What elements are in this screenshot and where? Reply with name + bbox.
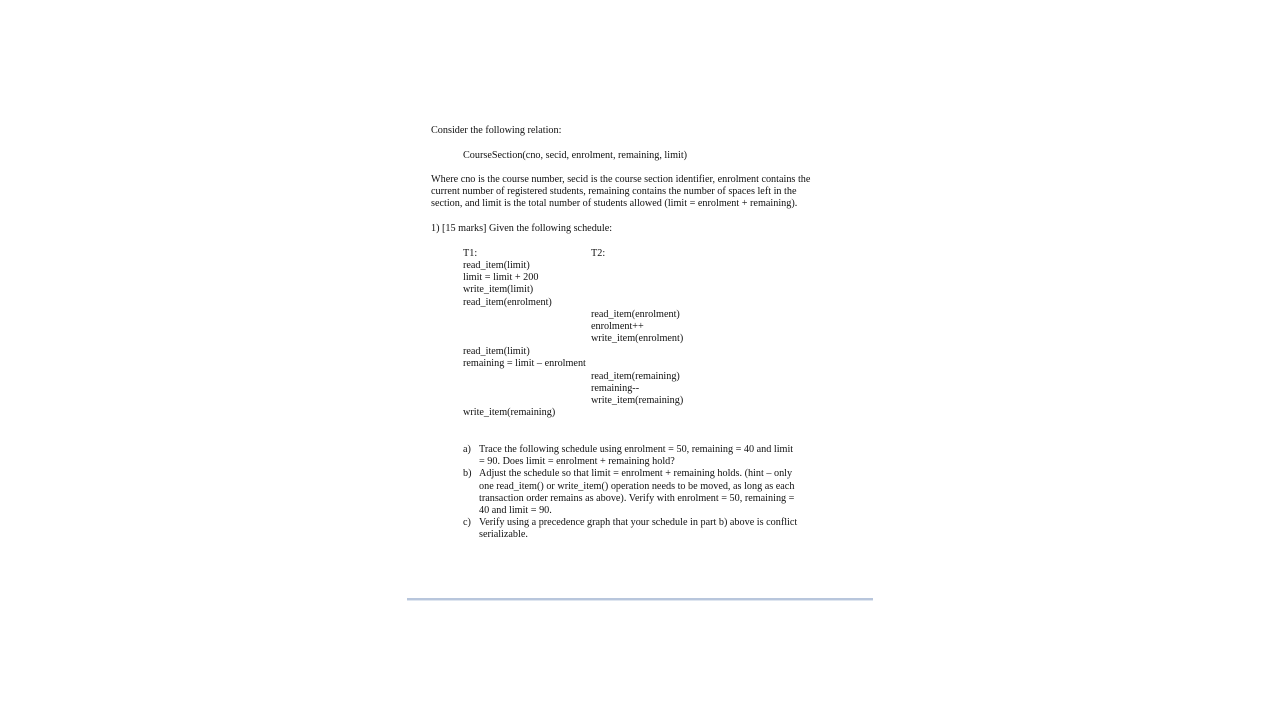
question-part-b	[463, 468, 823, 517]
schedule-operation: read_item(enrolment)	[463, 296, 552, 308]
t1-operations-block-3	[463, 407, 555, 419]
part-letter: c)	[463, 517, 471, 529]
schedule-operation: read_item(limit)	[463, 260, 530, 271]
t2-operations-block-2	[591, 371, 683, 408]
question-header: 1) [15 marks] Given the following schedule:	[431, 223, 613, 234]
description-line: current number of registered students, remaining contains the number of spaces left in the	[431, 186, 797, 198]
part-text-line: serializable.	[479, 529, 528, 541]
t1-header: T1:	[463, 248, 478, 259]
schedule-operation: read_item(limit)	[463, 346, 530, 357]
page-bottom-divider	[407, 598, 873, 601]
t1-operations-block-2	[463, 346, 586, 370]
schedule-operation: write_item(limit)	[463, 284, 534, 296]
question-part-a	[463, 444, 823, 468]
schedule-operation: write_item(remaining)	[463, 407, 556, 418]
part-text-line: Adjust the schedule so that limit = enrolment + remaining holds. (hint – only	[479, 468, 793, 480]
part-text-line: 40 and limit = 90.	[479, 504, 552, 516]
schedule-operation: write_item(enrolment)	[591, 333, 684, 345]
schedule-operation: write_item(remaining)	[591, 395, 684, 407]
question-parts-list	[463, 444, 823, 542]
schedule-operation: enrolment++	[591, 321, 644, 333]
schedule-operation: read_item(enrolment)	[591, 309, 680, 320]
intro-text: Consider the following relation:	[431, 125, 562, 136]
part-text-line: one read_item() or write_item() operation needs to be moved, as long as each	[479, 480, 795, 492]
description-paragraph	[431, 174, 810, 211]
schedule-operation: read_item(remaining)	[591, 371, 680, 382]
schedule-operation: remaining--	[591, 383, 640, 395]
relation-schema: CourseSection(cno, secid, enrolment, remaining, limit)	[463, 150, 688, 161]
t2-header: T2:	[591, 248, 606, 259]
part-text-line: = 90. Does limit = enrolment + remaining hold?	[479, 456, 675, 468]
question-part-c	[463, 517, 823, 541]
part-text-line: Trace the following schedule using enrolment = 50, remaining = 40 and limit	[479, 444, 794, 455]
part-text-line: transaction order remains as above). Verify with enrolment = 50, remaining =	[479, 492, 795, 504]
description-line: section, and limit is the total number of students allowed (limit = enrolment + remaining).	[431, 198, 798, 210]
description-line: Where cno is the course number, secid is the course section identifier, enrolment contains the	[431, 174, 811, 185]
schedule-operation: remaining = limit – enrolment	[463, 358, 586, 370]
part-letter: a)	[463, 444, 471, 455]
t2-operations-block-1	[591, 309, 683, 346]
schedule-operation: limit = limit + 200	[463, 272, 539, 284]
part-letter: b)	[463, 468, 472, 480]
part-text-line: Verify using a precedence graph that your schedule in part b) above is conflict	[479, 517, 798, 529]
t1-operations-block-1	[463, 260, 552, 309]
